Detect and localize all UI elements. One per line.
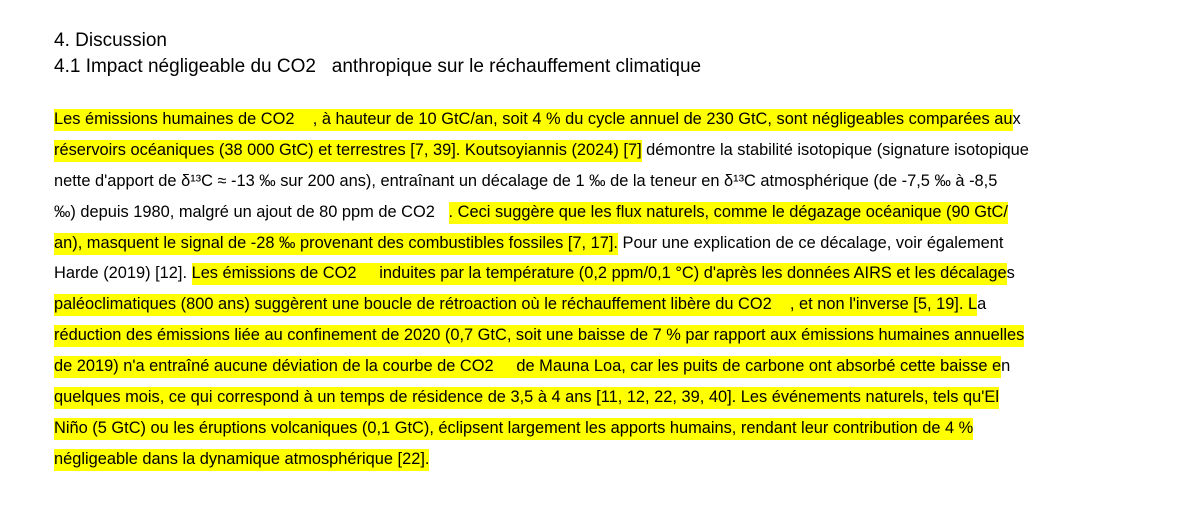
highlighted-text: Niño (5 GtC) ou les éruptions volcaniques (0,1 GtC), éclipsent largement les apports humains, rendant leur contribution de 4 %	[54, 418, 973, 440]
highlighted-text: Les émissions humaines de CO2 , à hauteur de 10 GtC/an, soit 4 % du cycle annuel de 230 GtC, sont négligeables comparées au	[54, 109, 1013, 131]
paragraph-line	[54, 107, 1190, 138]
paragraph-line	[54, 200, 1190, 231]
text-segment: ‰) depuis 1980, malgré un ajout de 80 ppm de CO2	[54, 202, 449, 221]
highlighted-text: an), masquent le signal de -28 ‰ provenant des combustibles fossiles [7, 17].	[54, 233, 618, 255]
paragraph-line	[54, 323, 1190, 354]
paragraph-line	[54, 231, 1190, 262]
text-segment: Harde (2019) [12].	[54, 264, 192, 283]
paragraph-line	[54, 261, 1190, 292]
paragraph-line	[54, 138, 1190, 169]
highlighted-text: réservoirs océaniques (38 000 GtC) et terrestres [7, 39]. Koutsoyiannis (2024) [7]	[54, 140, 642, 162]
paragraph-line	[54, 416, 1190, 447]
text-segment: n	[1001, 357, 1011, 376]
highlighted-text: réduction des émissions liée au confinement de 2020 (0,7 GtC, soit une baisse de 7 % par rapport aux émissions humaines annuelles	[54, 325, 1024, 347]
text-segment: a	[977, 295, 987, 314]
text-segment: s	[1006, 264, 1015, 283]
text-segment: Pour une explication de ce décalage, voir également	[617, 233, 1004, 252]
section-heading: 4. Discussion	[54, 30, 167, 51]
highlighted-text: paléoclimatiques (800 ans) suggèrent une boucle de rétroaction où le réchauffement libère du CO2 , et non l'inverse [5, 19]. L	[54, 294, 977, 316]
highlighted-text: quelques mois, ce qui correspond à un temps de résidence de 3,5 à 4 ans [11, 12, 22, 39, 40]. Les événements naturels, tels qu'El	[54, 387, 999, 409]
highlighted-text: de 2019) n'a entraîné aucune déviation de la courbe de CO2 de Mauna Loa, car les puits de carbone ont absorbé cette baisse e	[54, 356, 1001, 378]
paragraph-line	[54, 385, 1190, 416]
text-segment: démontre la stabilité isotopique (signature isotopique	[641, 140, 1029, 159]
paragraph-line	[54, 447, 1190, 478]
highlighted-text: Les émissions de CO2 induites par la température (0,2 ppm/0,1 °C) d'après les données AIRS et les décalage	[192, 263, 1007, 285]
highlighted-text: . Ceci suggère que les flux naturels, comme le dégazage océanique (90 GtC/	[449, 202, 1008, 224]
subsection-heading: 4.1 Impact négligeable du CO2 anthropique sur le réchauffement climatique	[54, 56, 702, 77]
paragraph-line	[54, 354, 1190, 385]
text-segment: nette d'apport de δ¹³C ≈ -13 ‰ sur 200 ans), entraînant un décalage de 1 ‰ de la teneur en δ¹³C atmosphérique (de -7,5 ‰ à -8,5	[54, 171, 998, 190]
text-segment: x	[1012, 110, 1021, 128]
highlighted-text: négligeable dans la dynamique atmosphérique [22].	[54, 449, 429, 471]
document-page	[54, 28, 1190, 468]
paragraph-line	[54, 169, 1190, 200]
discussion-paragraph	[54, 107, 1190, 478]
paragraph-line	[54, 292, 1190, 323]
